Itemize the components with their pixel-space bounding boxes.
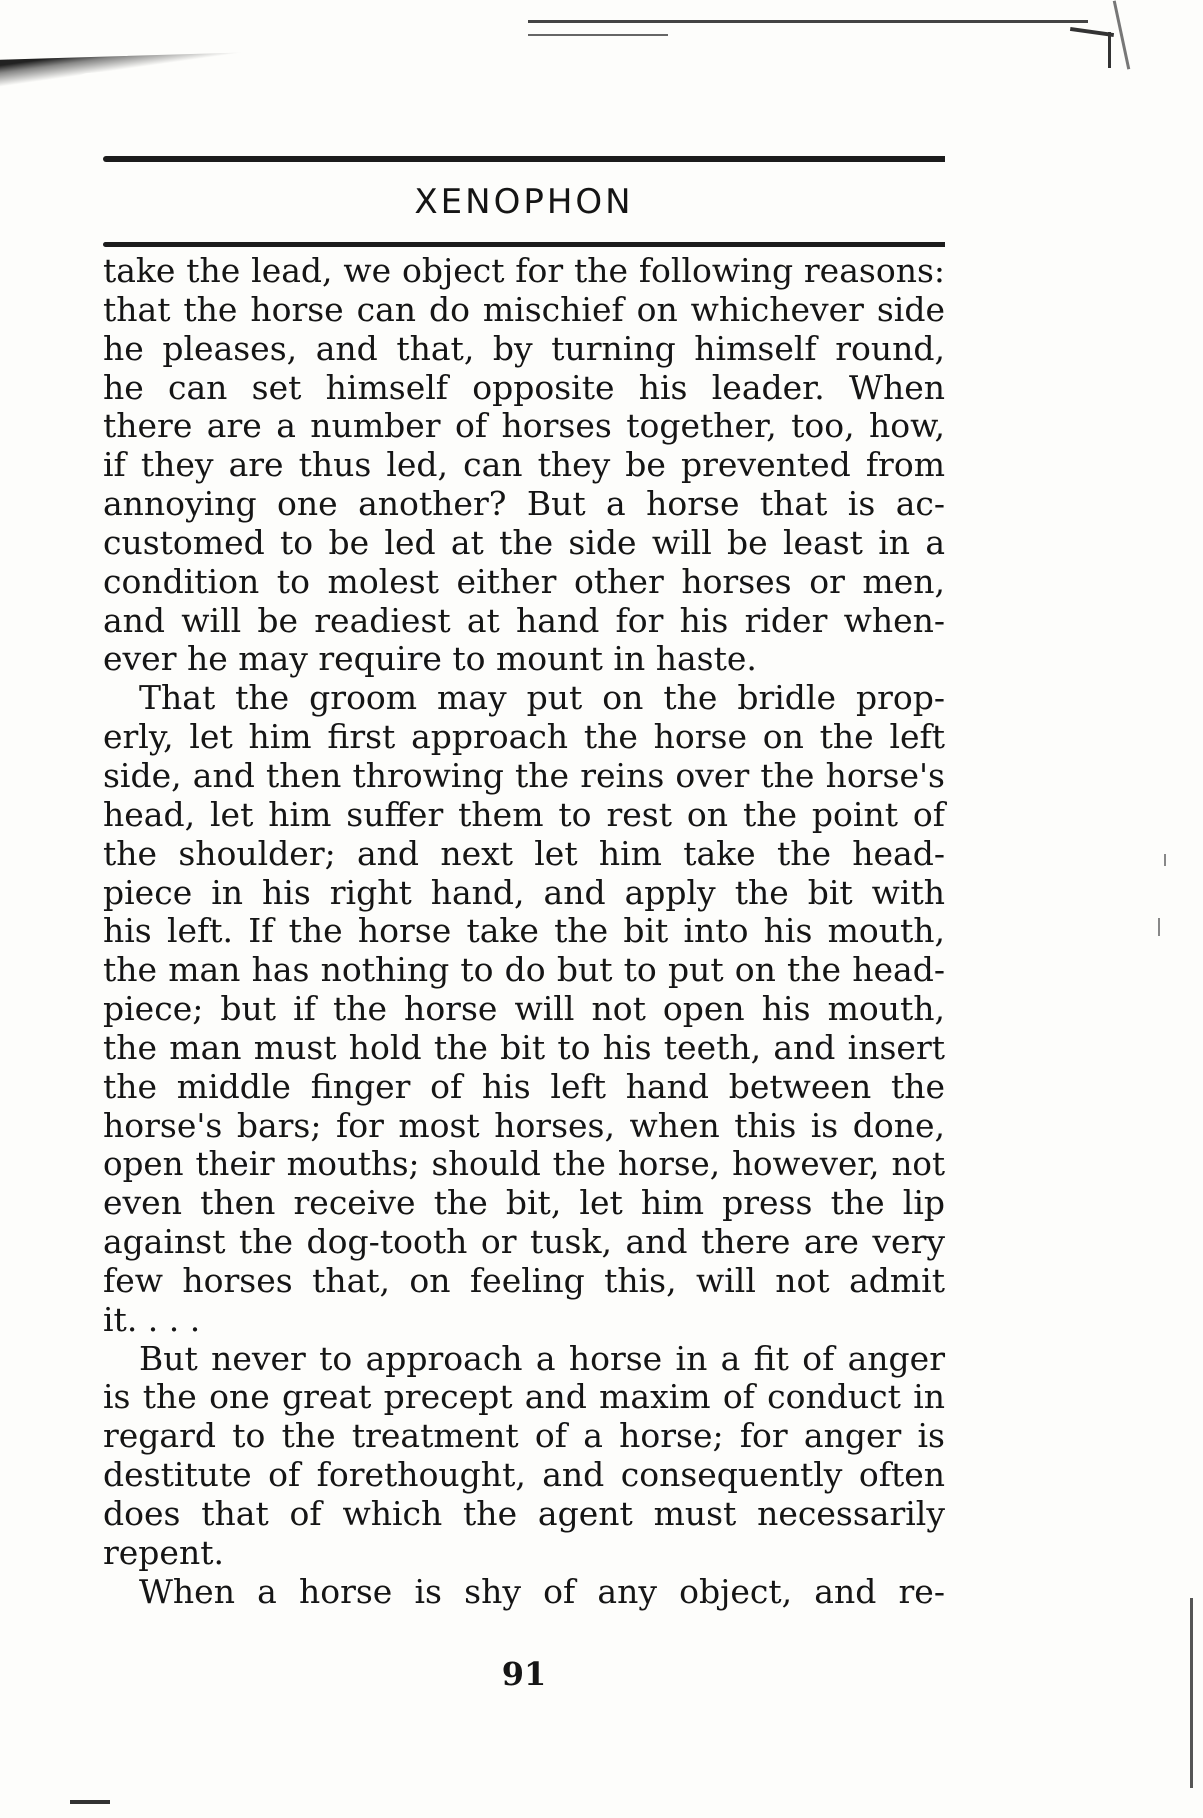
text-line: the shoulder; and next let him take the head- <box>103 833 945 873</box>
text-line: the man must hold the bit to his teeth, and insert <box>103 1027 945 1067</box>
header-rule-bottom <box>103 242 945 247</box>
text-line: is the one great precept and maxim of conduct in <box>103 1377 945 1417</box>
text-line: does that of which the agent must necessarily <box>103 1494 945 1533</box>
text-line: annoying one another? But a horse that is ac- <box>103 484 945 524</box>
text-line: there are a number of horses together, too, how, <box>103 406 945 446</box>
text-line: repent. <box>103 1532 224 1572</box>
scan-page-edge-right <box>1190 1598 1193 1788</box>
text-line: horse's bars; for most horses, when this is done, <box>103 1105 945 1145</box>
text-line: piece; but if the horse will not open his mouth, <box>103 989 945 1029</box>
paragraph-start: But never to approach a horse in a fit of anger <box>139 1338 945 1378</box>
scan-mark-bottom <box>70 1800 110 1804</box>
scan-line-top-short <box>528 34 668 36</box>
body-text <box>103 252 945 1612</box>
text-line: open their mouths; should the horse, however, not <box>103 1145 945 1184</box>
text-line: side, and then throwing the reins over the horse's <box>103 755 945 795</box>
scan-page-edge-top <box>1113 0 1130 69</box>
text-line: and will be readiest at hand for his rider when- <box>103 600 945 640</box>
text-line: against the dog-tooth or tusk, and there are very <box>103 1222 945 1262</box>
paragraph-start: When a horse is shy of any object, and re- <box>139 1571 945 1611</box>
scan-corner-mark-vertical <box>1108 32 1111 68</box>
text-line: if they are thus led, can they be prevented from <box>103 445 945 485</box>
text-line: the man has nothing to do but to put on the head- <box>103 950 945 990</box>
scan-shadow-top-left <box>0 48 390 90</box>
text-line: condition to molest either other horses or men, <box>103 561 945 601</box>
scan-speck <box>1164 854 1166 866</box>
scan-line-top <box>528 20 1088 23</box>
text-line: that the horse can do mischief on whichever side <box>103 289 945 329</box>
text-line: he can set himself opposite his leader. When <box>103 367 945 407</box>
running-head: XENOPHON <box>414 182 634 222</box>
text-line: even then receive the bit, let him press the lip <box>103 1183 945 1223</box>
header-rule-top <box>103 156 945 162</box>
text-line: regard to the treatment of a horse; for anger is <box>103 1416 945 1456</box>
text-line: the middle finger of his left hand between the <box>103 1066 945 1106</box>
text-line: erly, let him first approach the horse on the left <box>103 717 945 757</box>
text-line: destitute of forethought, and consequently often <box>103 1455 945 1495</box>
page-number: 91 <box>501 1655 547 1693</box>
text-line: his left. If the horse take the bit into his mouth, <box>103 911 945 951</box>
text-line: few horses that, on feeling this, will not admit <box>103 1260 945 1300</box>
text-line: ever he may require to mount in haste. <box>103 639 757 679</box>
paragraph-start: That the groom may put on the bridle prop- <box>139 678 945 718</box>
text-line: he pleases, and that, by turning himself round, <box>103 328 945 368</box>
text-line: customed to be led at the side will be least in a <box>103 522 945 562</box>
text-line: piece in his right hand, and apply the bit with <box>103 872 945 912</box>
text-line: it. . . . <box>103 1299 201 1339</box>
text-line: take the lead, we object for the following reasons: <box>103 251 945 290</box>
scan-speck <box>1158 918 1160 936</box>
text-line: head, let him suffer them to rest on the point of <box>103 794 945 834</box>
